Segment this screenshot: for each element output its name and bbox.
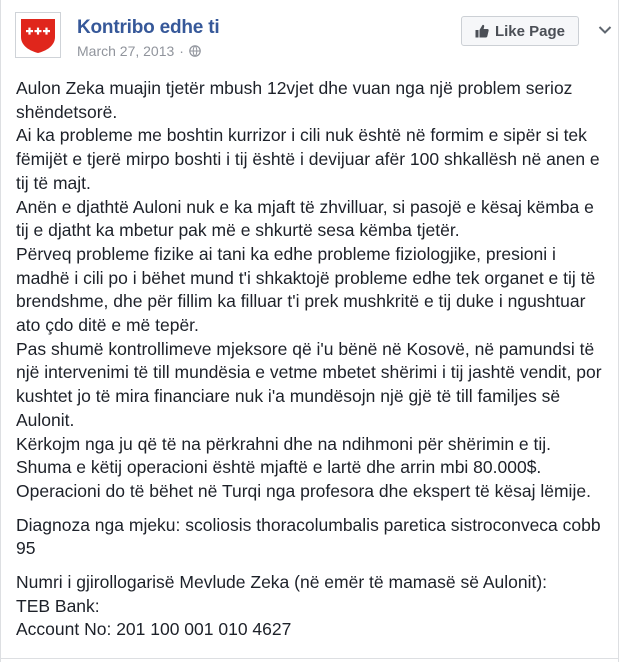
post-paragraph: Anën e djathtë Auloni nuk e ka mjaft të zhvilluar, si pasojë e kësaj këmba e tij e djatht ka mbetur pak më e shkurtë sesa këmba tjetër. — [16, 196, 594, 241]
post-date[interactable]: March 27, 2013 — [77, 43, 175, 59]
diagnosis-text: Diagnoza nga mjeku: scoliosis thoracolumbalis paretica sistroconveca cobb 95 — [16, 514, 601, 559]
post-paragraph: Pas shumë kontrollimeve mjeksore që i'u bënë në Kosovë, në pamundsi të një intervenimi të till mundësia e vetme mbetet shërimi i tij jashtë vendit, por kushtet jo të mira financiare nuk i'a mundësojn një gjë të till familjes së Aulonit. — [16, 338, 602, 430]
post-header — [15, 12, 618, 64]
meta-separator: · — [179, 43, 184, 59]
post-divider — [1, 658, 618, 659]
post-meta — [77, 43, 201, 59]
post-paragraph: Kërkojm nga ju që të na përkrahni dhe na ndihmoni për shërimin e tij. — [16, 433, 552, 454]
page-name-link[interactable]: Kontribo edhe ti — [77, 17, 220, 38]
post-paragraph: Aulon Zeka muajin tjetër mbush 12vjet dhe vuan nga një problem serioz shëndetsorë. — [16, 78, 573, 122]
chevron-down-icon — [598, 25, 612, 35]
account-info — [16, 571, 608, 642]
account-line: Account No: 201 100 001 010 4627 — [16, 619, 292, 640]
post-paragraph: Shuma e këtij operacioni është mjaftë e lartë dhe arrin mbi 80.000$. — [16, 457, 542, 478]
account-line: TEB Bank: — [16, 595, 100, 616]
post-options-chevron[interactable] — [597, 22, 613, 38]
post-body — [16, 77, 608, 642]
post-paragraph: Ai ka probleme me boshtin kurrizor i cili nuk është në formim e sipër si tek fëmijët e tjerë mirpo boshti i tij është i devijuar afër 100 shkallësh në anen e tij të majt. — [16, 125, 600, 193]
red-cross-flag-icon — [18, 15, 58, 55]
like-page-button[interactable] — [461, 16, 579, 46]
thumbs-up-icon — [475, 24, 489, 38]
post-paragraph: Operacioni do të bëhet në Turqi nga profesora dhe ekspert të kësaj lëmije. — [16, 480, 591, 501]
globe-icon[interactable] — [189, 45, 201, 57]
account-line: Numri i gjirollogarisë Mevlude Zeka (në emër të mamasë së Aulonit): — [16, 572, 548, 593]
post-paragraph: Përveq probleme fizike ai tani ka edhe probleme fiziologjike, presioni i madhë i cili po i bëhet mund t'i shkaktojë probleme edhe tek organet e tij të brendshme, dhe për fillim ka filluar t'i prek mushkritë e tij duke i ngushtuar ato çdo ditë e më tepër. — [16, 243, 596, 336]
page-avatar[interactable] — [15, 12, 61, 58]
like-page-label: Like Page — [494, 22, 566, 40]
